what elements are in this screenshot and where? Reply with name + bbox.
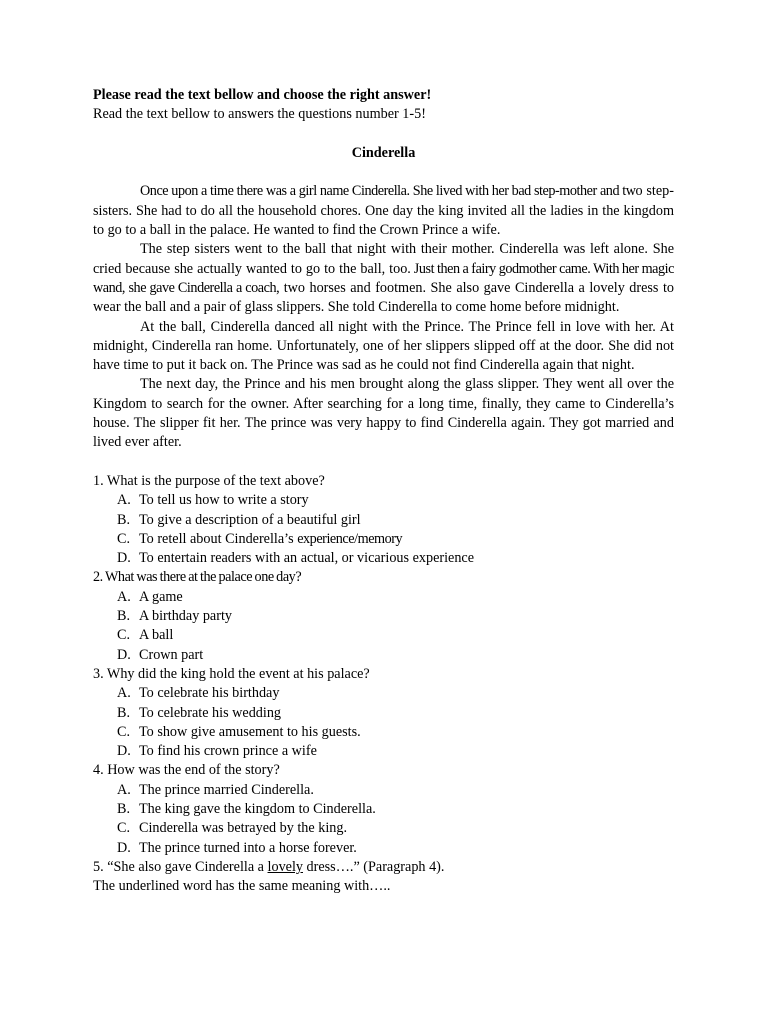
story-paragraph-1-first-line: Once upon a time there was a girl name Cinderella. She lived with her bad step-mother and two [140, 183, 643, 200]
option-letter: B. [117, 704, 131, 721]
option-letter: A. [117, 492, 131, 509]
option-letter: A. [117, 781, 131, 798]
story-paragraph-4: The next day, the Prince and his men brought along the glass slipper. They went all over the Kingdom to search for the owner. After searching for a long time, finally, they came to Cinderella’s house. The slipper fit her. The prince was very happy to find Cinderella again. They got married and lived ever after. [93, 376, 674, 451]
option-letter: C. [117, 627, 131, 644]
question-3: 3. Why did the king hold the event at his palace? [93, 665, 370, 682]
question-3-option-a[interactable] [93, 684, 674, 703]
question-4: 4. How was the end of the story? [93, 762, 280, 779]
option-letter: B. [117, 800, 131, 817]
question-1-option-b[interactable] [93, 511, 674, 530]
option-text-main: To retell about Cinderella’s [139, 530, 298, 547]
story-paragraph-2 [93, 240, 674, 317]
question-4-option-b[interactable] [93, 800, 674, 819]
option-text: To find his crown prince a wife [139, 743, 317, 760]
question-5-text-after: dress….” (Paragraph 4). [303, 858, 445, 875]
story-paragraph-2-part-2: Just then a fairy godmother came. With her magic wand, she gave Cinderella a coach, [93, 260, 675, 296]
questions-section [93, 472, 674, 897]
option-letter: A. [117, 685, 131, 702]
option-letter: C. [117, 723, 131, 740]
option-letter: D. [117, 646, 131, 663]
option-text: The prince married Cinderella. [139, 781, 314, 798]
story-paragraph-1 [93, 182, 674, 240]
option-letter: D. [117, 839, 131, 856]
option-text-tail: experience/memory [297, 530, 403, 547]
question-1-options [93, 491, 674, 568]
question-5-underlined-word: lovely [267, 858, 303, 875]
story-title: Cinderella [351, 144, 416, 161]
option-text: A ball [139, 627, 174, 644]
question-4-option-c[interactable] [93, 819, 674, 838]
question-1-option-d[interactable] [93, 549, 674, 568]
option-text: To give a description of a beautiful girl [139, 511, 361, 528]
question-5-followup: The underlined word has the same meaning with….. [93, 878, 391, 895]
question-5-text-before: 5. “She also gave Cinderella a [93, 858, 268, 875]
question-4-option-a[interactable] [93, 781, 674, 800]
option-text: Crown part [139, 646, 204, 663]
option-letter: D. [117, 743, 131, 760]
document-page [93, 86, 674, 896]
option-text: To celebrate his wedding [139, 704, 282, 721]
question-2: 2. What was there at the palace one day? [93, 569, 302, 586]
question-3-option-c[interactable] [93, 723, 674, 742]
option-text: A game [139, 588, 183, 605]
story-paragraph-3: At the ball, Cinderella danced all night with the Prince. The Prince fell in love with her. At midnight, Cinderella ran home. Unfortunately, one of her slippers slipped off at the door. She did not have time to put it back on. The Prince was sad as he could not find Cinderella again that night. [93, 318, 674, 374]
option-letter: D. [117, 550, 131, 567]
instruction-heading: Please read the text bellow and choose the right answer! [93, 87, 432, 103]
question-2-option-d[interactable] [93, 646, 674, 665]
option-text: The prince turned into a horse forever. [139, 839, 357, 856]
question-3-option-b[interactable] [93, 704, 674, 723]
option-letter: A. [117, 588, 131, 605]
question-4-option-d[interactable] [93, 839, 674, 858]
option-text: A birthday party [139, 608, 232, 625]
story-paragraph-2-part-1: The step sisters went to the ball that night with their mother. Cinderella was left alone. She cried because she actually wanted to go to the ball, too. [93, 241, 674, 277]
question-2-option-b[interactable] [93, 607, 674, 626]
option-text: To entertain readers with an actual, or vicarious experience [139, 550, 475, 567]
question-2-option-a[interactable] [93, 588, 674, 607]
option-text: To tell us how to write a story [139, 492, 309, 509]
option-text: To show give amusement to his guests. [139, 723, 361, 740]
option-letter: B. [117, 608, 131, 625]
question-4-options [93, 781, 674, 858]
story-paragraph-2-part-3: two horses and footmen. She also gave Cinderella a lovely dress to wear the ball and a pair of glass slippers. She told Cinderella to come home before midnight. [93, 279, 674, 316]
question-5 [93, 858, 674, 877]
question-2-options [93, 588, 674, 665]
question-1: 1. What is the purpose of the text above? [93, 472, 325, 489]
option-text: To celebrate his birthday [139, 685, 280, 702]
option-text: The king gave the kingdom to Cinderella. [139, 800, 376, 817]
option-text: Cinderella was betrayed by the king. [139, 820, 348, 837]
question-1-option-c[interactable] [93, 530, 674, 549]
story-paragraph-1-rest: step-sisters. She had to do all the household chores. One day the king invited all the ladies in the kingdom to go to a ball in the palace. He wanted to find the Crown Prince a wife. [93, 183, 674, 239]
question-1-option-a[interactable] [93, 491, 674, 510]
option-letter: C. [117, 820, 131, 837]
option-letter: B. [117, 511, 131, 528]
question-3-option-d[interactable] [93, 742, 674, 761]
option-text [139, 530, 402, 549]
option-letter: C. [117, 530, 131, 547]
question-3-options [93, 684, 674, 761]
instruction-line: Read the text bellow to answers the questions number 1-5! [93, 106, 426, 123]
question-2-option-c[interactable] [93, 626, 674, 645]
